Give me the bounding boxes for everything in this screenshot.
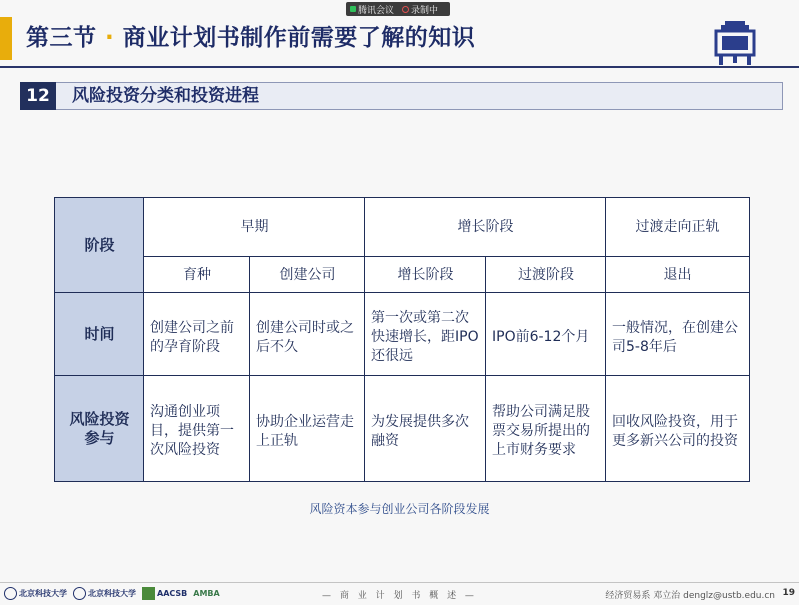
time-cell-seed [143, 292, 251, 377]
time-cell-growth [364, 292, 487, 377]
title-divider [0, 66, 799, 68]
recording-label: 录制中 [411, 5, 439, 16]
row-head-stage: 阶段 [54, 197, 145, 294]
section-title: 风险投资分类和投资进程 [72, 86, 259, 106]
sub-header-transition: 过渡阶段 [485, 256, 607, 294]
footer-course-title: — 商 业 计 划 书 概 述 — [322, 591, 477, 601]
group-header-growth: 增长阶段 [364, 197, 607, 258]
university-logo-icon [713, 19, 757, 67]
meeting-icon [350, 6, 356, 12]
cell-text: 协助企业运营走上正轨 [256, 413, 354, 449]
time-cell-transition [485, 292, 607, 377]
row-head-time: 时间 [54, 292, 145, 377]
ustb-logo-text: 北京科技大学 [19, 588, 67, 598]
section-number: 12 [20, 82, 56, 110]
cell-text: 回收风险投资，用于更多新兴公司的投资 [612, 413, 738, 449]
cell-text: 第一次或第二次快速增长，距IPO还很远 [371, 310, 479, 364]
sub-header-exit: 退出 [605, 256, 750, 294]
record-icon [402, 6, 409, 13]
cell-text: 为发展提供多次融资 [371, 413, 469, 449]
cell-text: 创建公司时或之后不久 [256, 319, 354, 355]
vc-cell-seed [143, 375, 251, 482]
footer-author: 经济贸易系 邓立治 denglz@ustb.edu.cn [605, 591, 775, 601]
vc-cell-exit [605, 375, 750, 482]
cell-text: 一般情况，在创建公司5-8年后 [612, 319, 738, 355]
group-header-early: 早期 [143, 197, 366, 258]
vc-stage-table [54, 197, 750, 482]
school-logo-text: 北京科技大学 [88, 588, 136, 598]
aacsb-text: AACSB [157, 588, 188, 598]
cell-text: 创建公司之前的孕育阶段 [150, 319, 234, 355]
sub-header-seed: 育种 [143, 256, 251, 294]
vc-cell-startup [249, 375, 366, 482]
title-main: 商业计划书制作前需要了解的知识 [122, 25, 476, 51]
time-cell-startup [249, 292, 366, 377]
sub-header-startup: 创建公司 [249, 256, 366, 294]
cell-text: 沟通创业项目，提供第一次风险投资 [150, 404, 234, 458]
row-head-vc: 风险投资参与 [54, 375, 145, 482]
time-cell-exit [605, 292, 750, 377]
vc-cell-growth [364, 375, 487, 482]
cell-text: 帮助公司满足股票交易所提出的上市财务要求 [492, 404, 590, 458]
meeting-app-label: 腾讯会议 [358, 5, 395, 16]
footer-divider [0, 582, 799, 583]
table-caption: 风险资本参与创业公司各阶段发展 [309, 502, 490, 516]
title-dot: · [105, 25, 115, 51]
meeting-status-bar[interactable] [346, 2, 450, 16]
sub-header-growth: 增长阶段 [364, 256, 487, 294]
group-header-transition: 过渡走向正轨 [605, 197, 750, 258]
amba-text: AMBA [193, 588, 220, 598]
title-prefix: 第三节 [26, 25, 97, 51]
page-number: 19 [782, 588, 795, 598]
vc-cell-transition [485, 375, 607, 482]
title-accent-bar [0, 17, 12, 60]
cell-text: IPO前6-12个月 [492, 329, 590, 345]
slide-title [26, 17, 475, 60]
